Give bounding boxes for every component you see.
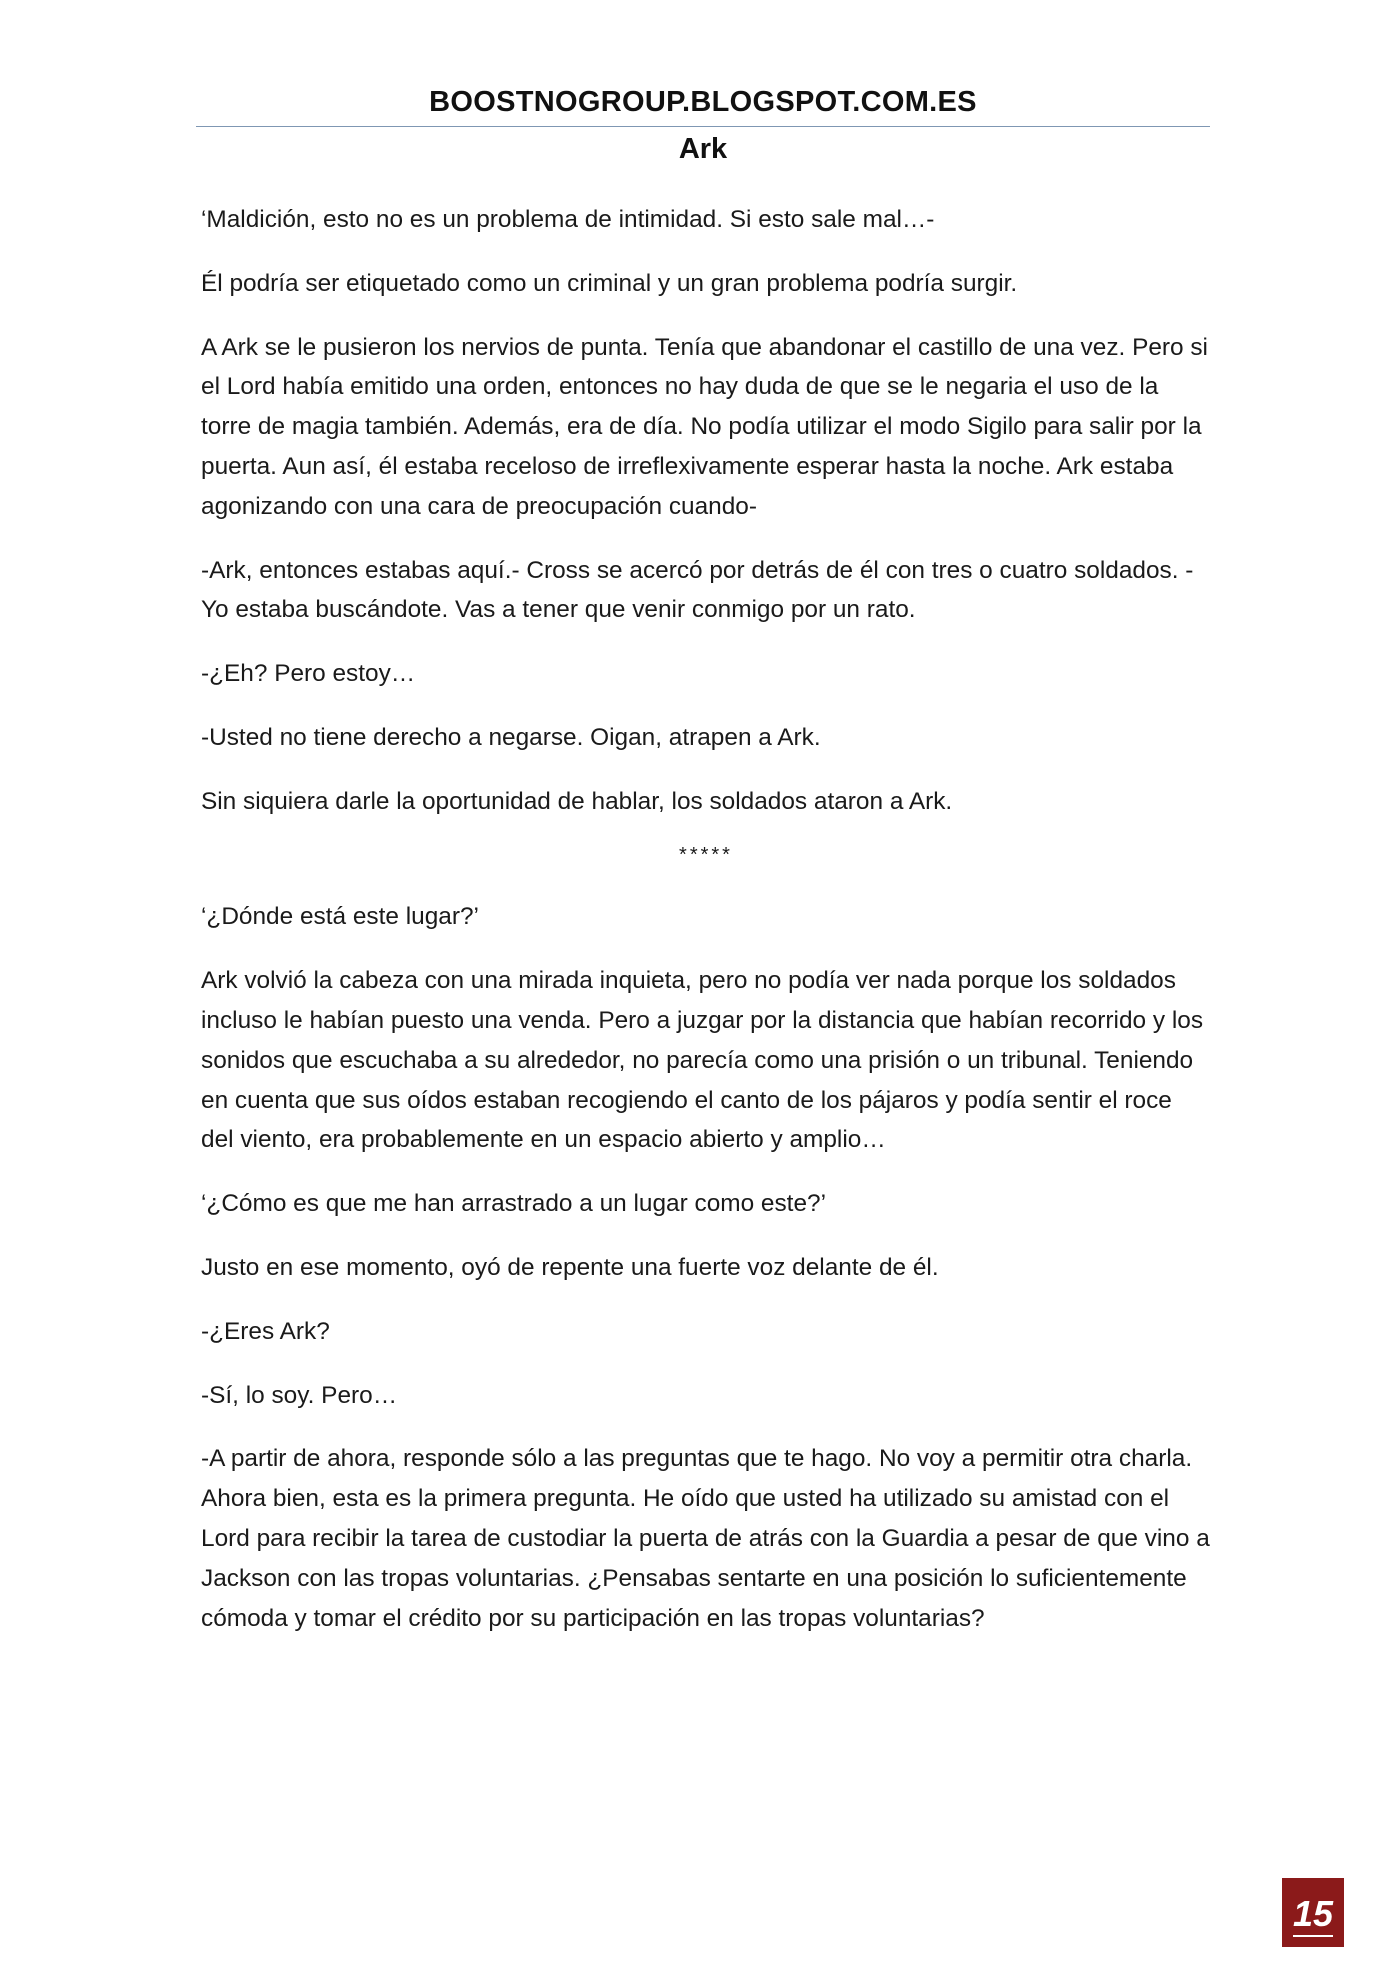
page-header	[196, 82, 1210, 169]
paragraph: Él podría ser etiquetado como un criminal y un gran problema podría surgir.	[201, 269, 1018, 297]
page-number-badge	[1282, 1878, 1344, 1947]
paragraph: Justo en ese momento, oyó de repente una fuerte voz delante de él.	[201, 1253, 939, 1281]
paragraph: -Usted no tiene derecho a negarse. Oigan, atrapen a Ark.	[201, 723, 821, 751]
paragraph: ‘Maldición, esto no es un problema de intimidad. Si esto sale mal…-	[201, 206, 935, 233]
site-title: BOOSTNOGROUP.BLOGSPOT.COM.ES	[196, 82, 1210, 127]
book-title: Ark	[678, 133, 728, 165]
paragraph: -Ark, entonces estabas aquí.- Cross se acercó por detrás de él con tres o cuatro soldados. -Yo estaba buscándote. Vas a tener que venir conmigo por un rato.	[201, 556, 1194, 624]
paragraph: -¿Eres Ark?	[201, 1317, 330, 1345]
body-text	[201, 200, 1211, 1662]
paragraph: -Sí, lo soy. Pero…	[201, 1381, 398, 1409]
paragraph: Sin siquiera darle la oportunidad de hablar, los soldados ataron a Ark.	[201, 787, 953, 815]
paragraph: -¿Eh? Pero estoy…	[201, 660, 416, 688]
paragraph: Ark volvió la cabeza con una mirada inquieta, pero no podía ver nada porque los soldados incluso le habían puesto una venda. Pero a juzgar por la distancia que habían recorrido y los sonidos que escuchaba a su alrededor, no parecía como una prisión o un tribunal. Teniendo en cuenta que sus oídos estaban recogiendo el canto de los pájaros y podía sentir el roce del viento, era probablemente en un espacio abierto y amplio…	[201, 967, 1204, 1154]
paragraph: ‘¿Cómo es que me han arrastrado a un lugar como este?’	[201, 1190, 826, 1218]
paragraph: A Ark se le pusieron los nervios de punta. Tenía que abandonar el castillo de una vez. Pero si el Lord había emitido una orden, entonces no hay duda de que se le negaria el uso de la torre de magia también. Además, era de día. No podía utilizar el modo Sigilo para salir por la puerta. Aun así, él estaba receloso de irreflexivamente esperar hasta la noche. Ark estaba agonizando con una cara de preocupación cuando-	[201, 333, 1208, 520]
paragraph: -A partir de ahora, responde sólo a las preguntas que te hago. No voy a permitir otra charla. Ahora bien, esta es la primera pregunta. He oído que usted ha utilizado su amistad con el Lord para recibir la tarea de custodiar la puerta de atrás con la Guardia a pesar de que vino a Jackson con las tropas voluntarias. ¿Pensabas sentarte en una posición lo suficientemente cómoda y tomar el crédito por su participación en las tropas voluntarias?	[201, 1445, 1210, 1632]
paragraph: ‘¿Dónde está este lugar?’	[201, 903, 479, 931]
scene-separator: *****	[679, 843, 733, 866]
page-number: 15	[1293, 1893, 1333, 1937]
